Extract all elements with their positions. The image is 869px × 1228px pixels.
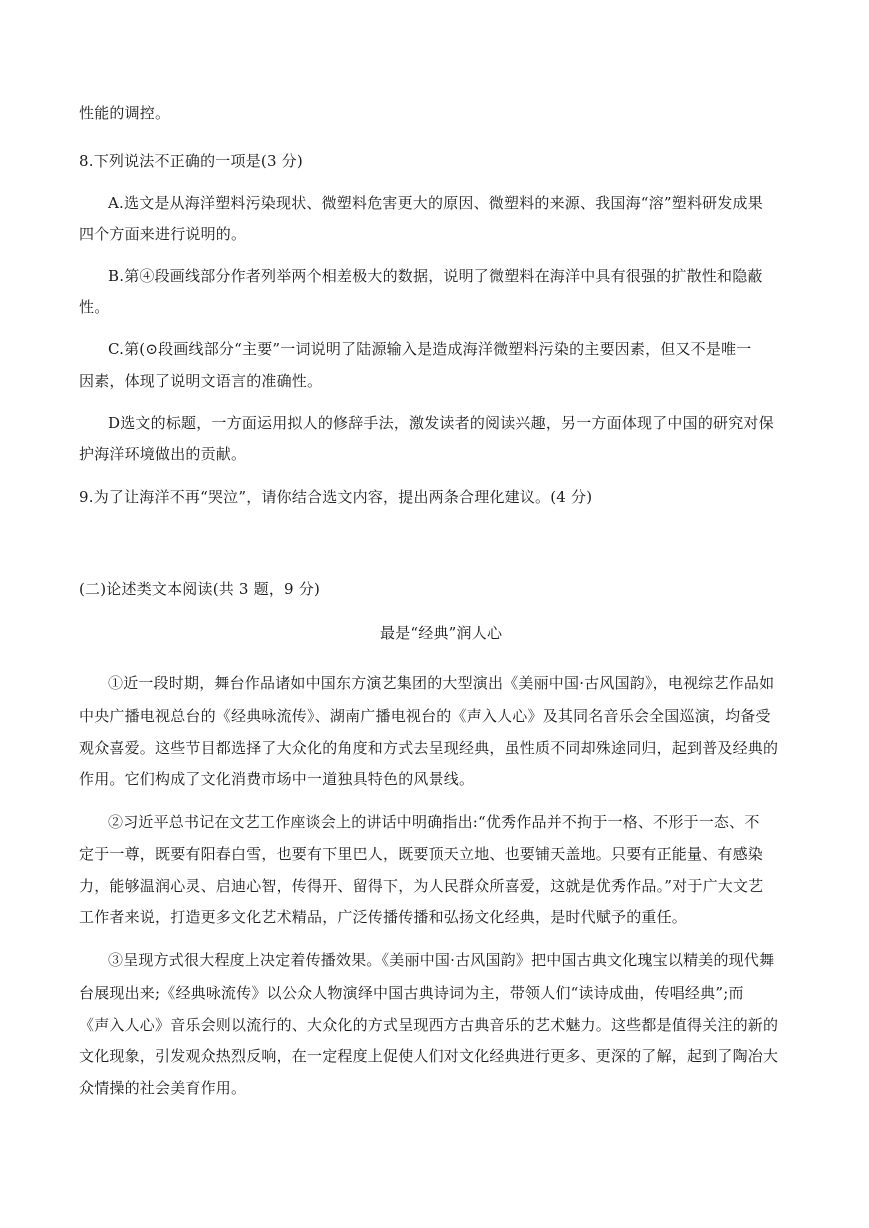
option-d-cont: 护海洋环境做出的贡献。 [79,445,247,463]
option-b-cont: 性。 [79,298,110,316]
option-a-cont: 四个方面来进行说明的。 [79,225,247,243]
option-c: C.第(⊙段画线部分“主要”一词说明了陆源输入是造成海洋微塑料污染的主要因素，但又不是唯一 [108,340,752,358]
section-heading: (二)论述类文本阅读(共 3 题，9 分) [79,580,321,598]
paragraph-2-line: 工作者来说，打造更多文化艺术精品，广泛传播传播和弘扬文化经典，是时代赋予的重任。 [79,908,688,926]
paragraph-1-line: 中央广播电视总台的《经典咏流传》、湖南广播电视台的《声入人心》及其同名音乐会全国巡演，均备受 [79,707,771,725]
paragraph-3-line: 《声入人心》音乐会则以流行的、大众化的方式呈现西方古典音乐的艺术魅力。这些都是值得关注的新的 [79,1016,779,1034]
text-line: 性能的调控。 [79,104,171,122]
option-c-cont: 因素，体现了说明文语言的准确性。 [79,372,323,390]
paragraph-3-line: 众情操的社会美育作用。 [79,1079,247,1097]
option-b: B.第④段画线部分作者列举两个相差极大的数据，说明了微塑料在海洋中具有很强的扩散性和隐蔽 [108,267,763,285]
option-a: A.选文是从海洋塑料污染现状、微塑料危害更大的原因、微塑料的来源、我国海“溶”塑料研发成果 [108,194,763,212]
paragraph-3-line: 文化现象，引发观众热烈反响，在一定程度上促使人们对文化经典进行更多、更深的了解，起到了陶冶大 [79,1047,779,1065]
question-8: 8.下列说法不正确的一项是(3 分) [79,152,303,170]
paragraph-2: ②习近平总书记在文艺工作座谈会上的讲话中明确指出:“优秀作品并不拘于一格、不形于一态、不 [108,813,760,831]
paragraph-3: ③呈现方式很大程度上决定着传播效果。《美丽中国·古风国韵》把中国古典文化瑰宝以精美的现代舞 [108,951,775,969]
option-d: D选文的标题，一方面运用拟人的修辞手法，激发读者的阅读兴趣，另一方面体现了中国的研究对保 [108,414,774,432]
paragraph-3-line: 台展现出来;《经典咏流传》以公众人物演绎中国古典诗词为主，带领人们“读诗成曲，传唱经典”;而 [79,984,744,1002]
paragraph-1: ①近一段时期，舞台作品诸如中国东方演艺集团的大型演出《美丽中国·古风国韵》，电视综艺作品如 [108,674,775,692]
paragraph-1-line: 观众喜爱。这些节目都选择了大众化的角度和方式去呈现经典，虽性质不同却殊途同归，起到普及经典的 [79,739,779,757]
question-9: 9.为了让海洋不再“哭泣”，请你结合选文内容，提出两条合理化建议。(4 分) [79,488,593,506]
paragraph-2-line: 定于一尊，既要有阳春白雪，也要有下里巴人，既要顶天立地、也要铺天盖地。只要有正能量、有感染 [79,845,764,863]
paragraph-1-line: 作用。它们构成了文化消费市场中一道独具特色的风景线。 [79,770,475,788]
paragraph-2-line: 力，能够温润心灵、启迪心智，传得开、留得下，为人民群众所喜爱，这就是优秀作品。”对于广大文艺 [79,877,764,895]
article-title: 最是“经典”润人心 [380,624,503,642]
